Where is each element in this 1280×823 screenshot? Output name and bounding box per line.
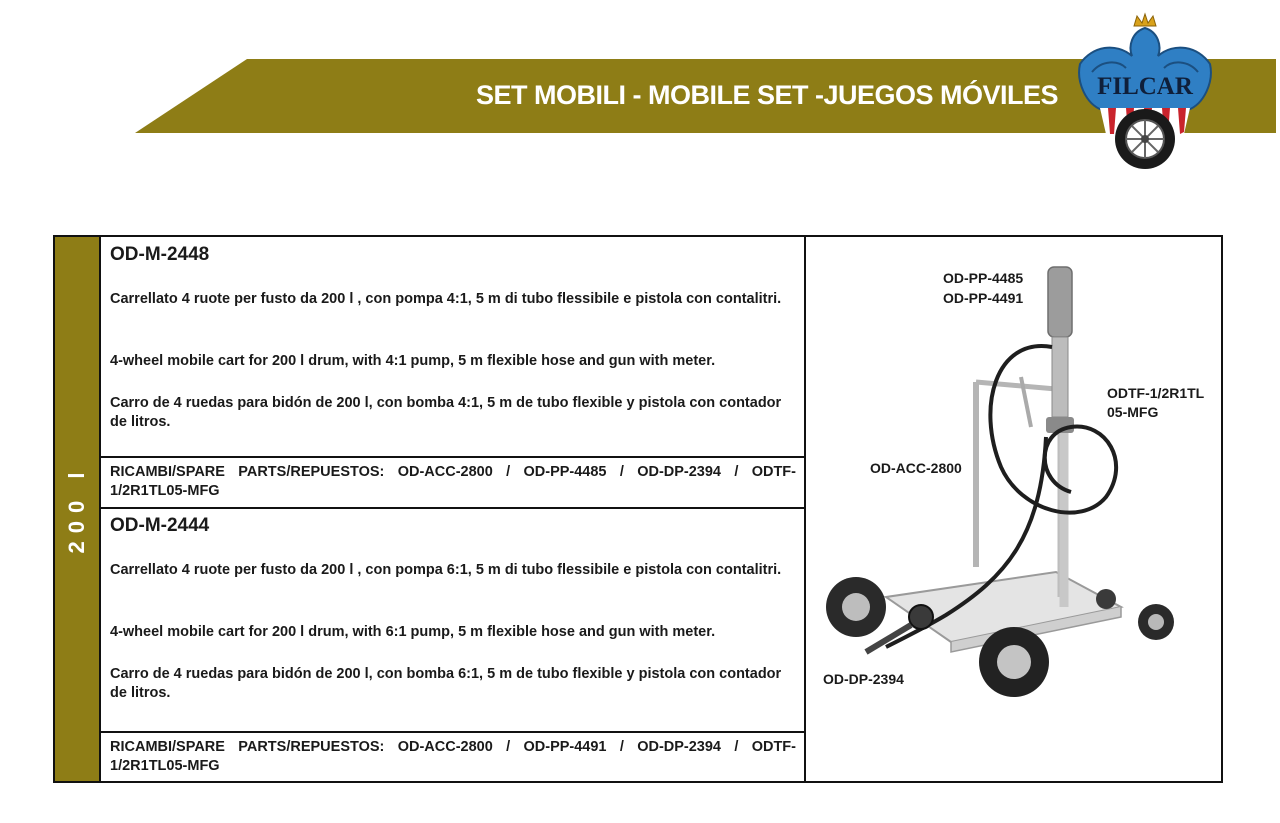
callout-pump-b: OD-PP-4491 bbox=[943, 290, 1024, 306]
desc-spanish: Carro de 4 ruedas para bidón de 200 l, con bomba 6:1, 5 m de tubo flexible y pistola con contador de litros. bbox=[110, 666, 782, 701]
desc-italian: Carrellato 4 ruote per fusto da 200 l , con pompa 4:1, 5 m di tubo flessibile e pistola con contalitri. bbox=[110, 291, 782, 307]
capacity-band bbox=[55, 237, 101, 781]
callout-pump-a: OD-PP-4485 bbox=[943, 270, 1024, 286]
desc-english: 4-wheel mobile cart for 200 l drum, with 6:1 pump, 5 m flexible hose and gun with meter. bbox=[110, 624, 716, 640]
product-illustration bbox=[806, 237, 1221, 781]
desc-spanish: Carro de 4 ruedas para bidón de 200 l, con bomba 4:1, 5 m de tubo flexible y pistola con contador de litros. bbox=[110, 395, 782, 430]
callout-cart: OD-ACC-2800 bbox=[870, 460, 962, 476]
product-code: OD-M-2448 bbox=[110, 244, 210, 265]
callout-gun: OD-DP-2394 bbox=[823, 671, 904, 687]
product-code: OD-M-2444 bbox=[110, 515, 210, 536]
capacity-label: 200 l bbox=[64, 464, 89, 554]
product-block bbox=[110, 244, 796, 266]
filcar-logo bbox=[1072, 12, 1217, 172]
divider bbox=[101, 507, 804, 509]
spare-parts-list: RICAMBI/SPARE PARTS/REPUESTOS: OD-ACC-2800 / OD-PP-4485 / OD-DP-2394 / ODTF-1/2R1TL05-MFG bbox=[110, 464, 796, 499]
mobile-cart-drawing bbox=[806, 237, 1221, 781]
desc-italian: Carrellato 4 ruote per fusto da 200 l , con pompa 6:1, 5 m di tubo flessibile e pistola con contalitri. bbox=[110, 562, 782, 578]
product-descriptions bbox=[101, 237, 806, 781]
callout-hose-a: ODTF-1/2R1TL bbox=[1107, 385, 1205, 401]
spare-parts-list: RICAMBI/SPARE PARTS/REPUESTOS: OD-ACC-2800 / OD-PP-4491 / OD-DP-2394 / ODTF-1/2R1TL05-MFG bbox=[110, 739, 796, 774]
divider bbox=[101, 731, 804, 733]
divider bbox=[101, 456, 804, 458]
product-spec-table bbox=[53, 235, 1223, 783]
desc-english: 4-wheel mobile cart for 200 l drum, with 4:1 pump, 5 m flexible hose and gun with meter. bbox=[110, 353, 716, 369]
product-block bbox=[110, 515, 796, 537]
brand-name: FILCAR bbox=[1097, 73, 1193, 100]
callout-hose-b: 05-MFG bbox=[1107, 404, 1159, 420]
page-title: SET MOBILI - MOBILE SET -JUEGOS MÓVILES bbox=[476, 80, 1059, 110]
